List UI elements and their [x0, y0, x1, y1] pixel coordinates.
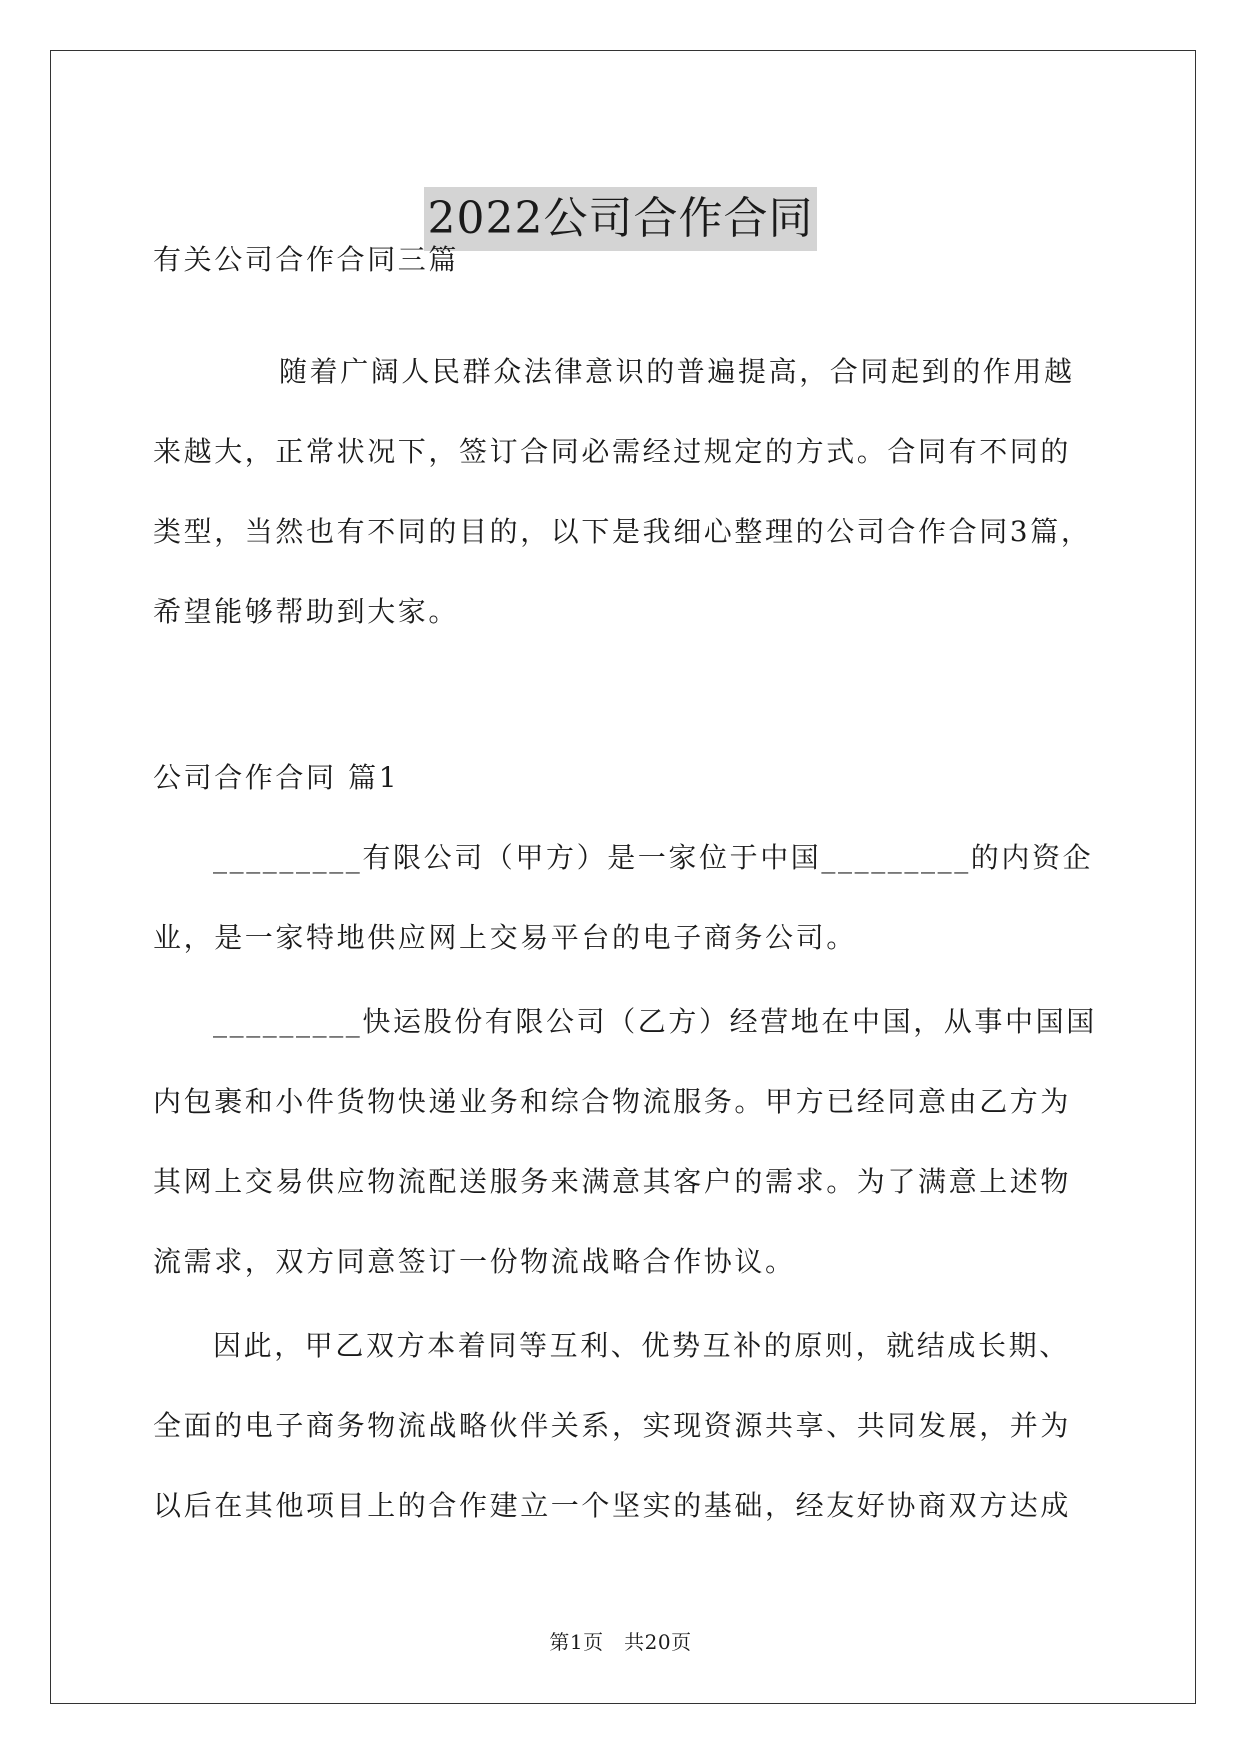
section-line: 因此，甲乙双方本着同等互利、优势互补的原则，就结成长期、 [213, 1329, 1070, 1362]
document-title: 2022公司合作合同 [424, 187, 818, 251]
intro-line: 希望能够帮助到大家。 [153, 595, 460, 628]
section-line: 其网上交易供应物流配送服务来满意其客户的需求。为了满意上述物 [153, 1165, 1072, 1198]
intro-line: 类型，当然也有不同的目的，以下是我细心整理的公司合作合同3篇， [153, 515, 1092, 548]
section-line: _________有限公司（甲方）是一家位于中国_________的内资企 [213, 841, 1094, 874]
intro-line: 随着广阔人民群众法律意识的普遍提高，合同起到的作用越 [279, 355, 1075, 388]
section-line: 全面的电子商务物流战略伙伴关系，实现资源共享、共同发展，并为 [153, 1409, 1072, 1442]
section-line: 内包裹和小件货物快递业务和综合物流服务。甲方已经同意由乙方为 [153, 1085, 1072, 1118]
page-number-footer: 第1页 共20页 [549, 1630, 692, 1654]
document-subtitle: 有关公司合作合同三篇 [153, 243, 460, 276]
section-line: 以后在其他项目上的合作建立一个坚实的基础，经友好协商双方达成 [153, 1489, 1072, 1522]
section-line: _________快运股份有限公司（乙方）经营地在中国，从事中国国 [213, 1005, 1097, 1038]
section-line: 业，是一家特地供应网上交易平台的电子商务公司。 [153, 921, 857, 954]
section-heading: 公司合作合同 篇1 [153, 761, 400, 794]
section-line: 流需求，双方同意签订一份物流战略合作协议。 [153, 1245, 796, 1278]
intro-line: 来越大，正常状况下，签订合同必需经过规定的方式。合同有不同的 [153, 435, 1072, 468]
